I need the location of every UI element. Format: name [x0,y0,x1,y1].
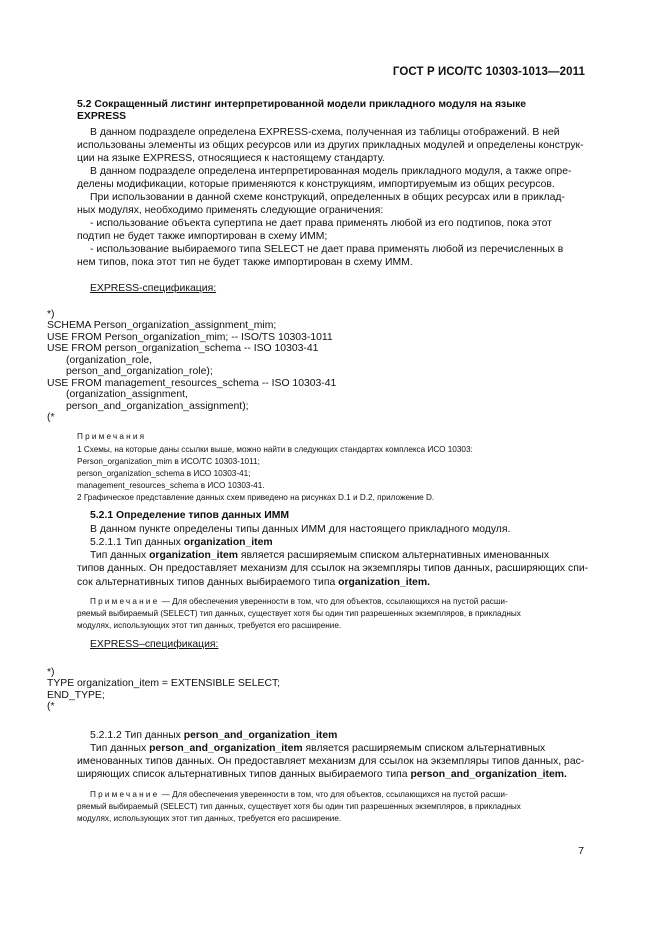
note-b-line-1: Примечание — Для обеспечения уверенности в том, что для объектов, ссылающихся на пустой расши- [90,790,508,799]
paragraph-1-line-1: В данном подразделе определена EXPRESS-схема, полученная из таблицы отображений. В ней [90,127,560,138]
note-a-line-3: модулях, использующих этот тип данных, требуется его расширение. [77,621,342,630]
note-line: person_organization_schema в ИСО 10303-41; [77,469,251,478]
notes-title: Примечания [77,432,147,441]
note-b-line-2: ряемый выбираемый (SELECT) тип данных, существует хотя бы один тип разрешенных экземпляров, в прикладных [77,802,521,811]
code-line: (* [47,701,55,712]
code-line: USE FROM person_organization_schema -- ISO 10303-41 [47,343,319,354]
section-title-line-1: 5.2 Сокращенный листинг интерпретированной модели прикладного модуля на языке [77,99,527,110]
section-title-line-2: EXPRESS [77,111,127,122]
express-spec-heading-2: EXPRESS–спецификация: [90,639,219,650]
document-header: ГОСТ Р ИСО/ТС 10303-1013—2011 [392,66,585,78]
paragraph-1-line-2: использованы элементы из общих ресурсов или из других прикладных модулей и определены конструк- [77,140,584,151]
paragraph-1-line-3: ции на языке EXPRESS, относящиеся к настоящему стандарту. [77,153,385,164]
bullet-1-line-2: подтип не будет также импортирован в схему ИММ; [77,231,328,242]
subsection-5-2-1-1-title: 5.2.1.1 Тип данных organization_item [90,537,273,548]
person-org-item-para-line-1: Тип данных person_and_organization_item является расширяемым списком альтернативных [90,743,546,754]
page-number: 7 [578,846,584,857]
note-a-line-1: Примечание — Для обеспечения уверенности в том, что для объектов, ссылающихся на пустой расши- [90,597,508,606]
bullet-2-line-1: - использование выбираемого типа SELECT не дает права применять любой из перечисленных в [90,244,564,255]
person-org-item-para-line-3: ширяющих список альтернативных типов данных выбираемого типа person_and_organization_item. [77,769,567,780]
subsection-5-2-1-2-title: 5.2.1.2 Тип данных person_and_organization_item [90,730,338,741]
code-line: END_TYPE; [47,690,105,701]
code-line: *) [47,309,55,320]
paragraph-2-line-1: В данном подразделе определена интерпретированная модель прикладного модуля, а также опре- [90,166,572,177]
bullet-1-line-1: - использование объекта супертипа не дает права применять любой из его подтипов, пока этот [90,218,552,229]
code-line: (organization_role, [66,355,153,366]
express-spec-heading-1: EXPRESS-спецификация: [90,283,217,294]
organization-item-para-line-1: Тип данных organization_item является расширяемым списком альтернативных именованных [90,550,550,561]
note-line: management_resources_schema в ИСО 10303-41. [77,481,265,490]
subsection-5-2-1-title: 5.2.1 Определение типов данных ИММ [90,510,290,521]
subsection-5-2-1-text: В данном пункте определены типы данных ИММ для настоящего прикладного модуля. [90,524,511,535]
note-line: 1 Схемы, на которые даны ссылки выше, можно найти в следующих стандартах комплекса ИСО 10303: [77,445,473,454]
bullet-2-line-2: нем типов, пока этот тип не будет также импортирован в схему ИММ. [77,257,413,268]
code-line: person_and_organization_assignment); [66,401,249,412]
organization-item-para-line-2: типов данных. Он предоставляет механизм для ссылок на экземпляры типов данных, расширяющих спи- [77,563,589,574]
code-line: SCHEMA Person_organization_assignment_mim; [47,320,277,331]
code-line: (* [47,412,55,423]
code-line: person_and_organization_role); [66,366,213,377]
code-line: *) [47,667,55,678]
note-a-line-2: ряемый выбираемый (SELECT) тип данных, существует хотя бы один тип разрешенных экземпляров, в прикладных [77,609,521,618]
note-line: Person_organization_mim в ИСО/ТС 10303-1011; [77,457,260,466]
paragraph-2-line-2: делены модификации, которые применяются к конструкциям, импортируемым из общих ресурсов. [77,179,555,190]
person-org-item-para-line-2: именованных типов данных. Он предоставляет механизм для ссылок на экземпляры типов данных, рас- [77,756,585,767]
paragraph-3-line-2: ных модулях, необходимо применять следующие ограничения: [77,205,384,216]
note-line: 2 Графическое представление данных схем приведено на рисунках D.1 и D.2, приложение D. [77,493,435,502]
note-b-line-3: модулях, использующих этот тип данных, требуется его расширение. [77,814,342,823]
code-line: USE FROM management_resources_schema -- ISO 10303-41 [47,378,337,389]
paragraph-3-line-1: При использовании в данной схеме конструкций, определенных в общих ресурсах или в приклад- [90,192,565,203]
code-line: USE FROM Person_organization_mim; -- ISO/TS 10303-1011 [47,332,333,343]
code-line: (organization_assignment, [66,389,188,400]
organization-item-para-line-3: сок альтернативных типов данных выбираемого типа organization_item. [77,577,430,588]
code-line: TYPE organization_item = EXTENSIBLE SELECT; [47,678,281,689]
